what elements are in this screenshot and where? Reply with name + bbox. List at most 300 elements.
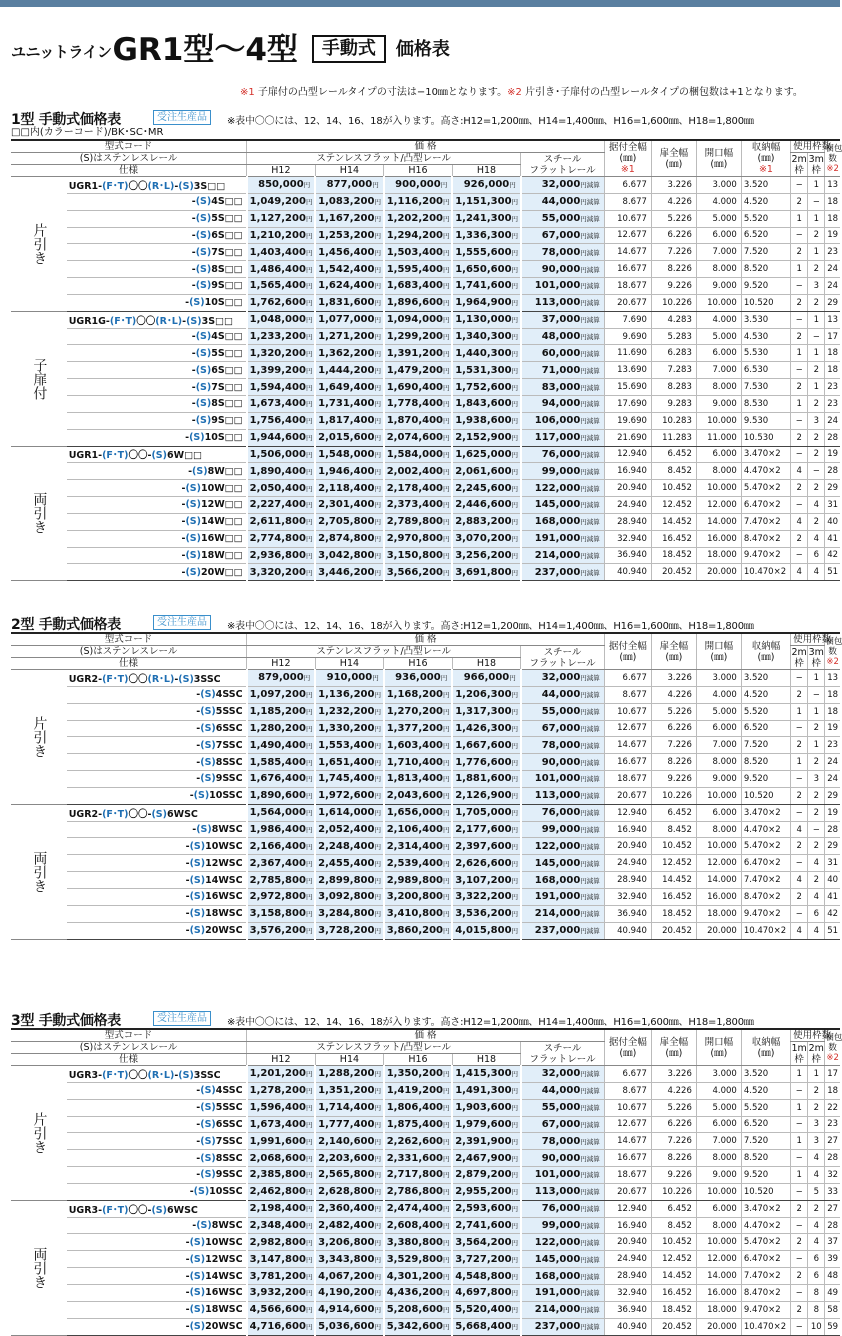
dimension-cell: 8.520 xyxy=(741,754,790,771)
package-header: 梱包 数 ※2 xyxy=(825,1029,840,1066)
price-cell: 1,444,200円 xyxy=(315,362,384,379)
table-row xyxy=(11,821,840,838)
dimension-cell: 16.940 xyxy=(604,1217,651,1234)
frame-count-2: 2 xyxy=(808,480,825,497)
dimension-cell: 14.000 xyxy=(696,872,741,889)
dimension-cell: 40.940 xyxy=(604,1318,651,1335)
dimension-cell: 10.226 xyxy=(651,787,696,804)
price-cell: 2,052,400円 xyxy=(315,821,384,838)
model-code: -(S)10SSC xyxy=(67,1183,247,1200)
price-cell: 1,136,200円 xyxy=(315,686,384,703)
table-row xyxy=(11,244,840,261)
dimension-cell: 6.000 xyxy=(696,227,741,244)
model-code: -(S)6S□□ xyxy=(67,227,247,244)
price-section-3 xyxy=(11,1010,840,1336)
model-code: -(S)10WSC xyxy=(67,1234,247,1251)
model-code: -(S)6S□□ xyxy=(67,362,247,379)
price-cell: 3,932,200円 xyxy=(247,1284,316,1301)
dimension-cell: 20.452 xyxy=(651,1318,696,1335)
dimension-cell: 32.940 xyxy=(604,530,651,547)
package-count: 41 xyxy=(825,888,840,905)
dimension-cell: 7.000 xyxy=(696,244,741,261)
dimension-cell: 16.452 xyxy=(651,888,696,905)
dimension-cell: 8.000 xyxy=(696,261,741,278)
table-row xyxy=(11,497,840,514)
package-count: 13 xyxy=(825,670,840,687)
dimension-cell: 6.520 xyxy=(741,720,790,737)
dimension-cell: 24.940 xyxy=(604,497,651,514)
frame-count-2: − xyxy=(808,463,825,480)
dimension-cell: 18.452 xyxy=(651,905,696,922)
price-cell: 2,166,400円 xyxy=(247,838,316,855)
dimension-cell: 8.226 xyxy=(651,1150,696,1167)
package-count: 17 xyxy=(825,1066,840,1083)
price-cell: 2,068,600円 xyxy=(247,1150,316,1167)
dim-header-c4: 収納幅 (㎜) xyxy=(741,1029,790,1066)
price-cell: 3,206,800円 xyxy=(315,1234,384,1251)
package-count: 23 xyxy=(825,737,840,754)
group-label: 片引き xyxy=(11,1066,67,1201)
dimension-cell: 36.940 xyxy=(604,905,651,922)
package-count: 51 xyxy=(825,922,840,939)
price-cell: 1,555,600円 xyxy=(452,244,521,261)
flat-rail-header: ステンレスフラット/凸型レール xyxy=(247,1042,521,1054)
price-cell: 2,198,400円 xyxy=(247,1200,316,1217)
dimension-cell: 20.677 xyxy=(604,1183,651,1200)
frame-count-2: 1 xyxy=(808,379,825,396)
frame-count-2: 5 xyxy=(808,1183,825,1200)
footnote: ※1 子扉付の凸型レールタイプの寸法は−10㎜となります。※2 片引き･子扉付の凸型レールタイプの梱包数は+1となります。 xyxy=(240,87,803,98)
steel-price-cell: 168,000円減算 xyxy=(521,872,605,889)
model-code: -(S)4SSC xyxy=(67,686,247,703)
steel-price-cell: 237,000円減算 xyxy=(521,922,605,939)
frame-count-2: 4 xyxy=(808,855,825,872)
table-row xyxy=(11,1082,840,1099)
price-cell: 1,278,200円 xyxy=(247,1082,316,1099)
dimension-cell: 10.000 xyxy=(696,838,741,855)
group-label: 子扉付 xyxy=(11,311,67,446)
package-count: 40 xyxy=(825,872,840,889)
frame-count-2: 3 xyxy=(808,1133,825,1150)
table-row xyxy=(11,547,840,564)
price-cell: 1,896,600円 xyxy=(384,294,453,311)
dimension-cell: 4.000 xyxy=(696,1082,741,1099)
price-cell: 2,367,400円 xyxy=(247,855,316,872)
table-row xyxy=(11,720,840,737)
dimension-cell: 6.520 xyxy=(741,227,790,244)
package-count: 24 xyxy=(825,754,840,771)
frame-count-1: 4 xyxy=(791,463,808,480)
package-count: 19 xyxy=(825,804,840,821)
price-cell: 1,565,400円 xyxy=(247,278,316,295)
frame-count-1: − xyxy=(791,412,808,429)
price-cell: 1,340,300円 xyxy=(452,328,521,345)
height-header-H16: H16 xyxy=(384,658,453,670)
dimension-cell: 9.000 xyxy=(696,1167,741,1184)
price-cell: 1,288,200円 xyxy=(315,1066,384,1083)
price-cell: 1,843,600円 xyxy=(452,395,521,412)
frames-header: 使用枠数 xyxy=(791,140,825,153)
dimension-cell: 3.470×2 xyxy=(741,1200,790,1217)
model-code: -(S)16WSC xyxy=(67,1284,247,1301)
dimension-cell: 16.452 xyxy=(651,1284,696,1301)
dim-header-c2: 扉全幅 (㎜) xyxy=(651,633,696,670)
package-count: 18 xyxy=(825,686,840,703)
table-row xyxy=(11,193,840,210)
price-cell: 1,456,400円 xyxy=(315,244,384,261)
price-cell: 5,036,600円 xyxy=(315,1318,384,1335)
dimension-cell: 6.000 xyxy=(696,804,741,821)
price-cell: 2,482,400円 xyxy=(315,1217,384,1234)
dimension-cell: 18.677 xyxy=(604,771,651,788)
steel-price-cell: 145,000円減算 xyxy=(521,855,605,872)
dimension-cell: 10.677 xyxy=(604,210,651,227)
frame-count-2: 1 xyxy=(808,737,825,754)
dimension-cell: 9.520 xyxy=(741,278,790,295)
dimension-cell: 7.530 xyxy=(741,379,790,396)
steel-price-cell: 78,000円減算 xyxy=(521,1133,605,1150)
steel-price-cell: 55,000円減算 xyxy=(521,210,605,227)
frame-count-2: 2 xyxy=(808,754,825,771)
frame-count-2: 1 xyxy=(808,311,825,328)
package-count: 24 xyxy=(825,278,840,295)
steel-price-cell: 101,000円減算 xyxy=(521,1167,605,1184)
dimension-cell: 6.677 xyxy=(604,670,651,687)
price-cell: 2,106,400円 xyxy=(384,821,453,838)
price-cell: 3,727,200円 xyxy=(452,1251,521,1268)
price-cell: 1,479,200円 xyxy=(384,362,453,379)
frame-count-2: 2 xyxy=(808,227,825,244)
price-cell: 3,320,200円 xyxy=(247,564,316,581)
price-cell: 2,373,400円 xyxy=(384,497,453,514)
price-cell: 4,301,200円 xyxy=(384,1268,453,1285)
dim-header-c2: 扉全幅 (㎜) xyxy=(651,140,696,177)
price-cell: 1,350,200円 xyxy=(384,1066,453,1083)
dimension-cell: 40.940 xyxy=(604,922,651,939)
height-header-H16: H16 xyxy=(384,1054,453,1066)
frames-header: 使用枠数 xyxy=(791,1029,825,1042)
package-count: 17 xyxy=(825,328,840,345)
table-row xyxy=(11,1099,840,1116)
package-count: 13 xyxy=(825,177,840,194)
price-cell: 2,611,800円 xyxy=(247,513,316,530)
model-code: -(S)6SSC xyxy=(67,1116,247,1133)
frame-count-2: 2 xyxy=(808,1082,825,1099)
frame-count-1: − xyxy=(791,720,808,737)
dimension-cell: 7.520 xyxy=(741,244,790,261)
frame-count-2: 6 xyxy=(808,905,825,922)
price-cell: 3,343,800円 xyxy=(315,1251,384,1268)
package-count: 28 xyxy=(825,1217,840,1234)
frame-count-1: − xyxy=(791,670,808,687)
price-cell: 2,593,600円 xyxy=(452,1200,521,1217)
frame-count-1: − xyxy=(791,497,808,514)
price-cell: 2,626,600円 xyxy=(452,855,521,872)
price-cell: 4,566,600円 xyxy=(247,1301,316,1318)
dimension-cell: 3.520 xyxy=(741,1066,790,1083)
price-cell: 2,883,200円 xyxy=(452,513,521,530)
price-section-2 xyxy=(11,614,840,940)
frame-count-1: 2 xyxy=(791,787,808,804)
price-cell: 1,415,300円 xyxy=(452,1066,521,1083)
price-cell: 1,049,200円 xyxy=(247,193,316,210)
frame-count-1: 4 xyxy=(791,821,808,838)
steel-price-cell: 122,000円減算 xyxy=(521,480,605,497)
frame-count-2: 8 xyxy=(808,1301,825,1318)
dimension-cell: 10.470×2 xyxy=(741,564,790,581)
steel-header: スチール フラットレール xyxy=(521,153,605,177)
frame-count-1: − xyxy=(791,1150,808,1167)
price-cell: 1,903,600円 xyxy=(452,1099,521,1116)
price-cell: 2,331,600円 xyxy=(384,1150,453,1167)
package-count: 28 xyxy=(825,463,840,480)
package-count: 37 xyxy=(825,1234,840,1251)
price-cell: 1,972,600円 xyxy=(315,787,384,804)
frame-count-1: 4 xyxy=(791,564,808,581)
dimension-cell: 5.520 xyxy=(741,703,790,720)
dimension-cell: 8.677 xyxy=(604,686,651,703)
price-cell: 1,377,200円 xyxy=(384,720,453,737)
frame-count-2: 2 xyxy=(808,787,825,804)
price-cell: 1,673,400円 xyxy=(247,1116,316,1133)
dimension-cell: 4.000 xyxy=(696,686,741,703)
dimension-cell: 6.000 xyxy=(696,1116,741,1133)
price-cell: 2,118,400円 xyxy=(315,480,384,497)
price-cell: 1,553,400円 xyxy=(315,737,384,754)
frame-2m-header: 2m 枠 xyxy=(791,153,807,176)
dimension-cell: 8.000 xyxy=(696,463,741,480)
dimension-cell: 8.452 xyxy=(651,463,696,480)
price-cell: 2,227,400円 xyxy=(247,497,316,514)
dimension-cell: 20.000 xyxy=(696,564,741,581)
price-cell: 2,786,800円 xyxy=(384,1183,453,1200)
price-cell: 1,362,200円 xyxy=(315,345,384,362)
price-cell: 2,970,800円 xyxy=(384,530,453,547)
dimension-cell: 18.452 xyxy=(651,1301,696,1318)
dimension-cell: 6.000 xyxy=(696,720,741,737)
price-cell: 3,564,200円 xyxy=(452,1234,521,1251)
price-cell: 1,667,600円 xyxy=(452,737,521,754)
dimension-cell: 6.000 xyxy=(696,1200,741,1217)
table-row xyxy=(11,872,840,889)
model-code: -(S)8W□□ xyxy=(67,463,247,480)
price-cell: 2,152,900円 xyxy=(452,429,521,446)
dimension-cell: 7.000 xyxy=(696,1133,741,1150)
dimension-cell: 9.000 xyxy=(696,395,741,412)
steel-price-cell: 67,000円減算 xyxy=(521,1116,605,1133)
dimension-cell: 12.452 xyxy=(651,1251,696,1268)
price-cell: 1,614,000円 xyxy=(315,804,384,821)
price-cell: 2,455,400円 xyxy=(315,855,384,872)
price-header: 価 格 xyxy=(247,140,605,153)
dimension-cell: 24.940 xyxy=(604,1251,651,1268)
frame-count-2: 3 xyxy=(808,278,825,295)
dim-header-c4: 収納幅 (㎜) ※1 xyxy=(741,140,790,177)
price-cell: 1,964,900円 xyxy=(452,294,521,311)
price-cell: 1,403,400円 xyxy=(247,244,316,261)
frame-2m-header: 2m 枠 xyxy=(791,646,807,669)
dimension-cell: 10.000 xyxy=(696,480,741,497)
dimension-cell: 10.530 xyxy=(741,429,790,446)
price-cell: 1,585,400円 xyxy=(247,754,316,771)
package-count: 31 xyxy=(825,855,840,872)
frame-count-1: − xyxy=(791,1116,808,1133)
code-header-3: 仕様 xyxy=(11,658,247,670)
dimension-cell: 28.940 xyxy=(604,513,651,530)
price-cell: 3,860,200円 xyxy=(384,922,453,939)
model-code: -(S)10S□□ xyxy=(67,294,247,311)
price-cell: 1,624,400円 xyxy=(315,278,384,295)
table-row xyxy=(11,771,840,788)
steel-price-cell: 83,000円減算 xyxy=(521,379,605,396)
price-cell: 1,683,400円 xyxy=(384,278,453,295)
frame-count-2: 2 xyxy=(808,720,825,737)
package-count: 32 xyxy=(825,1167,840,1184)
frame-3m-header: 3m 枠 xyxy=(808,153,824,176)
dimension-cell: 9.226 xyxy=(651,278,696,295)
frame-count-1: 4 xyxy=(791,513,808,530)
price-cell: 2,474,400円 xyxy=(384,1200,453,1217)
dimension-cell: 16.000 xyxy=(696,888,741,905)
price-cell: 1,210,200円 xyxy=(247,227,316,244)
package-count: 18 xyxy=(825,703,840,720)
table-row xyxy=(11,686,840,703)
table-row xyxy=(11,446,840,463)
price-cell: 3,107,200円 xyxy=(452,872,521,889)
price-cell: 1,625,000円 xyxy=(452,446,521,463)
price-cell: 1,127,200円 xyxy=(247,210,316,227)
price-cell: 2,074,600円 xyxy=(384,429,453,446)
height-header-H12: H12 xyxy=(247,165,316,177)
model-code: -(S)7SSC xyxy=(67,737,247,754)
dimension-cell: 4.470×2 xyxy=(741,463,790,480)
table-row xyxy=(11,1234,840,1251)
price-header: 価 格 xyxy=(247,633,605,646)
price-cell: 1,676,400円 xyxy=(247,771,316,788)
dimension-cell: 8.000 xyxy=(696,821,741,838)
frame-count-2: 3 xyxy=(808,412,825,429)
steel-price-cell: 237,000円減算 xyxy=(521,564,605,581)
table-row xyxy=(11,1150,840,1167)
table-row xyxy=(11,888,840,905)
price-cell: 2,140,600円 xyxy=(315,1133,384,1150)
steel-price-cell: 44,000円減算 xyxy=(521,193,605,210)
price-cell: 1,806,400円 xyxy=(384,1099,453,1116)
package-count: 23 xyxy=(825,1116,840,1133)
price-table xyxy=(11,139,840,581)
dimension-cell: 8.520 xyxy=(741,1150,790,1167)
price-cell: 2,262,600円 xyxy=(384,1133,453,1150)
price-cell: 1,991,600円 xyxy=(247,1133,316,1150)
dimension-cell: 8.452 xyxy=(651,1217,696,1234)
frame-count-1: − xyxy=(791,1284,808,1301)
steel-price-cell: 99,000円減算 xyxy=(521,1217,605,1234)
steel-price-cell: 214,000円減算 xyxy=(521,1301,605,1318)
group-label: 片引き xyxy=(11,670,67,805)
dimension-cell: 4.470×2 xyxy=(741,821,790,838)
dimension-cell: 14.452 xyxy=(651,1268,696,1285)
model-code: -(S)8S□□ xyxy=(67,395,247,412)
table-row xyxy=(11,737,840,754)
frame-count-2: 1 xyxy=(808,1066,825,1083)
package-count: 29 xyxy=(825,838,840,855)
dimension-cell: 6.000 xyxy=(696,345,741,362)
price-cell: 1,548,000円 xyxy=(315,446,384,463)
frame-count-1: 2 xyxy=(791,1200,808,1217)
price-header: 価 格 xyxy=(247,1029,605,1042)
code-header-1: 型式コード xyxy=(11,1029,247,1042)
steel-price-cell: 76,000円減算 xyxy=(521,804,605,821)
dimension-cell: 8.226 xyxy=(651,754,696,771)
dimension-cell: 3.226 xyxy=(651,670,696,687)
dimension-cell: 9.283 xyxy=(651,395,696,412)
price-cell: 1,280,200円 xyxy=(247,720,316,737)
dimension-cell: 14.677 xyxy=(604,1133,651,1150)
dimension-cell: 3.470×2 xyxy=(741,446,790,463)
flat-rail-header: ステンレスフラット/凸型レール xyxy=(247,153,521,165)
dimension-cell: 3.000 xyxy=(696,670,741,687)
price-cell: 3,410,800円 xyxy=(384,905,453,922)
steel-price-cell: 101,000円減算 xyxy=(521,278,605,295)
price-cell: 2,955,200円 xyxy=(452,1183,521,1200)
frame-count-1: − xyxy=(791,446,808,463)
dimension-cell: 28.940 xyxy=(604,1268,651,1285)
height-header-H18: H18 xyxy=(452,165,521,177)
table-row xyxy=(11,787,840,804)
price-cell: 3,092,800円 xyxy=(315,888,384,905)
price-cell: 1,167,200円 xyxy=(315,210,384,227)
steel-header: スチール フラットレール xyxy=(521,646,605,670)
price-cell: 1,752,600円 xyxy=(452,379,521,396)
price-cell: 1,351,200円 xyxy=(315,1082,384,1099)
steel-price-cell: 122,000円減算 xyxy=(521,1234,605,1251)
model-code: UGR3-(F･T)〇〇(R･L)-(S)3SSC xyxy=(67,1066,247,1083)
model-code: -(S)7SSC xyxy=(67,1133,247,1150)
price-cell: 3,256,200円 xyxy=(452,547,521,564)
dimension-cell: 8.452 xyxy=(651,821,696,838)
table-row xyxy=(11,412,840,429)
model-code: -(S)18W□□ xyxy=(67,547,247,564)
dimension-cell: 8.226 xyxy=(651,261,696,278)
package-count: 42 xyxy=(825,905,840,922)
package-count: 49 xyxy=(825,1284,840,1301)
price-cell: 936,000円 xyxy=(384,670,453,687)
price-cell: 2,462,800円 xyxy=(247,1183,316,1200)
price-cell: 2,248,400円 xyxy=(315,838,384,855)
price-cell: 2,301,400円 xyxy=(315,497,384,514)
dimension-cell: 5.520 xyxy=(741,210,790,227)
dimension-cell: 4.000 xyxy=(696,311,741,328)
dimension-cell: 9.000 xyxy=(696,771,741,788)
dimension-cell: 5.000 xyxy=(696,210,741,227)
dimension-cell: 5.226 xyxy=(651,703,696,720)
price-cell: 1,506,000円 xyxy=(247,446,316,463)
frame-count-2: 2 xyxy=(808,513,825,530)
table-row xyxy=(11,513,840,530)
dimension-cell: 6.677 xyxy=(604,177,651,194)
model-code: -(S)4SSC xyxy=(67,1082,247,1099)
price-cell: 2,628,800円 xyxy=(315,1183,384,1200)
dimension-cell: 8.520 xyxy=(741,261,790,278)
price-cell: 1,817,400円 xyxy=(315,412,384,429)
price-cell: 1,710,400円 xyxy=(384,754,453,771)
dimension-cell: 14.000 xyxy=(696,513,741,530)
model-code: -(S)14WSC xyxy=(67,872,247,889)
steel-price-cell: 191,000円減算 xyxy=(521,888,605,905)
dimension-cell: 3.520 xyxy=(741,670,790,687)
table-row xyxy=(11,379,840,396)
title-boxed-label: 手動式 xyxy=(312,35,386,63)
